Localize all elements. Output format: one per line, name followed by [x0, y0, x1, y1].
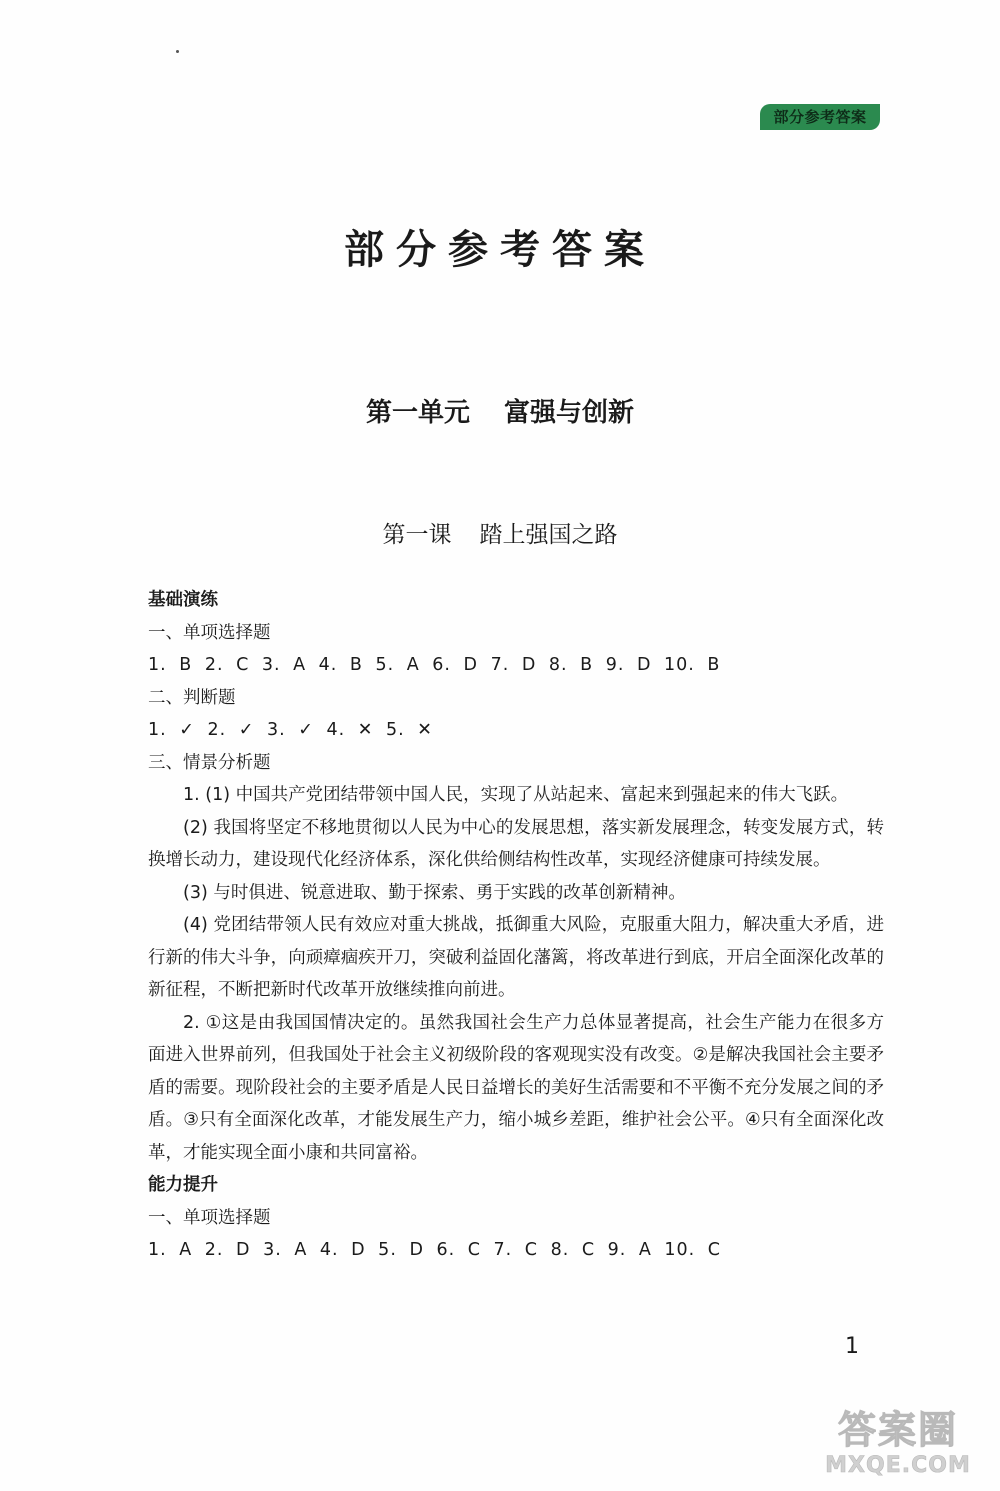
single-choice-answers: 1. B 2. C 3. A 4. B 5. A 6. D 7. D 8. B 9. D 10. B: [148, 655, 721, 675]
section-heading-advanced: 能力提升: [148, 1175, 218, 1195]
question-1-part-2: (2) 我国将坚定不移地贯彻以人民为中心的发展思想，落实新发展理念，转变发展方式，转换增长动力，建设现代化经济体系，深化供给侧结构性改革，实现经济健康可持续发展。: [148, 817, 884, 870]
page-number: 1: [845, 1334, 859, 1359]
lesson-title: [0, 516, 1000, 549]
advanced-single-choice-title: 一、单项选择题: [148, 1207, 271, 1228]
question-2: 2. ①这是由我国国情决定的。虽然我国社会生产力总体显著提高，社会生产能力在很多方面进入世界前列，但我国处于社会主义初级阶段的客观现实没有改变。②是解决我国社会主要矛盾的需要。现阶段社会的主要矛盾是人民日益增长的美好生活需要和不平衡不充分发展之间的矛盾。③只有全面深化改革，才能发展生产力，缩小城乡差距，维护社会公平。④只有全面深化改革，才能实现全面小康和共同富裕。: [148, 1012, 884, 1163]
unit-number: 第一单元: [365, 398, 470, 428]
single-choice-title: 一、单项选择题: [148, 622, 271, 643]
lesson-number: 第一课: [382, 522, 452, 548]
header-tab: 部分参考答案: [760, 104, 880, 130]
question-1-part-1: 1. (1) 中国共产党团结带领中国人民，实现了从站起来、富起来到强起来的伟大飞跃。: [183, 785, 849, 805]
section-heading-basic: 基础演练: [148, 590, 218, 610]
lesson-name: 踏上强国之路: [479, 522, 618, 548]
watermark-domain: MXQE.COM: [825, 1453, 971, 1478]
scenario-title: 三、情景分析题: [148, 752, 271, 773]
watermark-logo: [808, 1408, 988, 1486]
watermark-text: 答案圈: [837, 1408, 958, 1452]
page-title: 部分参考答案: [344, 226, 656, 273]
unit-title: [0, 392, 1000, 429]
question-1-part-4: (4) 党团结带领人民有效应对重大挑战，抵御重大风险，克服重大阻力，解决重大矛盾，进行新的伟大斗争，向顽瘴痼疾开刀，突破利益固化藩篱，将改革进行到底，开启全面深化改革的新征程，不断把新时代改革开放继续推向前进。: [148, 915, 884, 1000]
unit-name: 富强与创新: [504, 398, 635, 428]
judgment-answers: 1. ✓ 2. ✓ 3. ✓ 4. ✕ 5. ✕: [148, 720, 433, 740]
advanced-single-choice-answers: 1. A 2. D 3. A 4. D 5. D 6. C 7. C 8. C 9. A 10. C: [148, 1240, 722, 1260]
scan-dot: [176, 50, 179, 53]
question-1-part-3: (3) 与时俱进、锐意进取、勤于探索、勇于实践的改革创新精神。: [183, 882, 686, 903]
judgment-title: 二、判断题: [148, 687, 236, 708]
answer-content: [148, 584, 884, 1267]
